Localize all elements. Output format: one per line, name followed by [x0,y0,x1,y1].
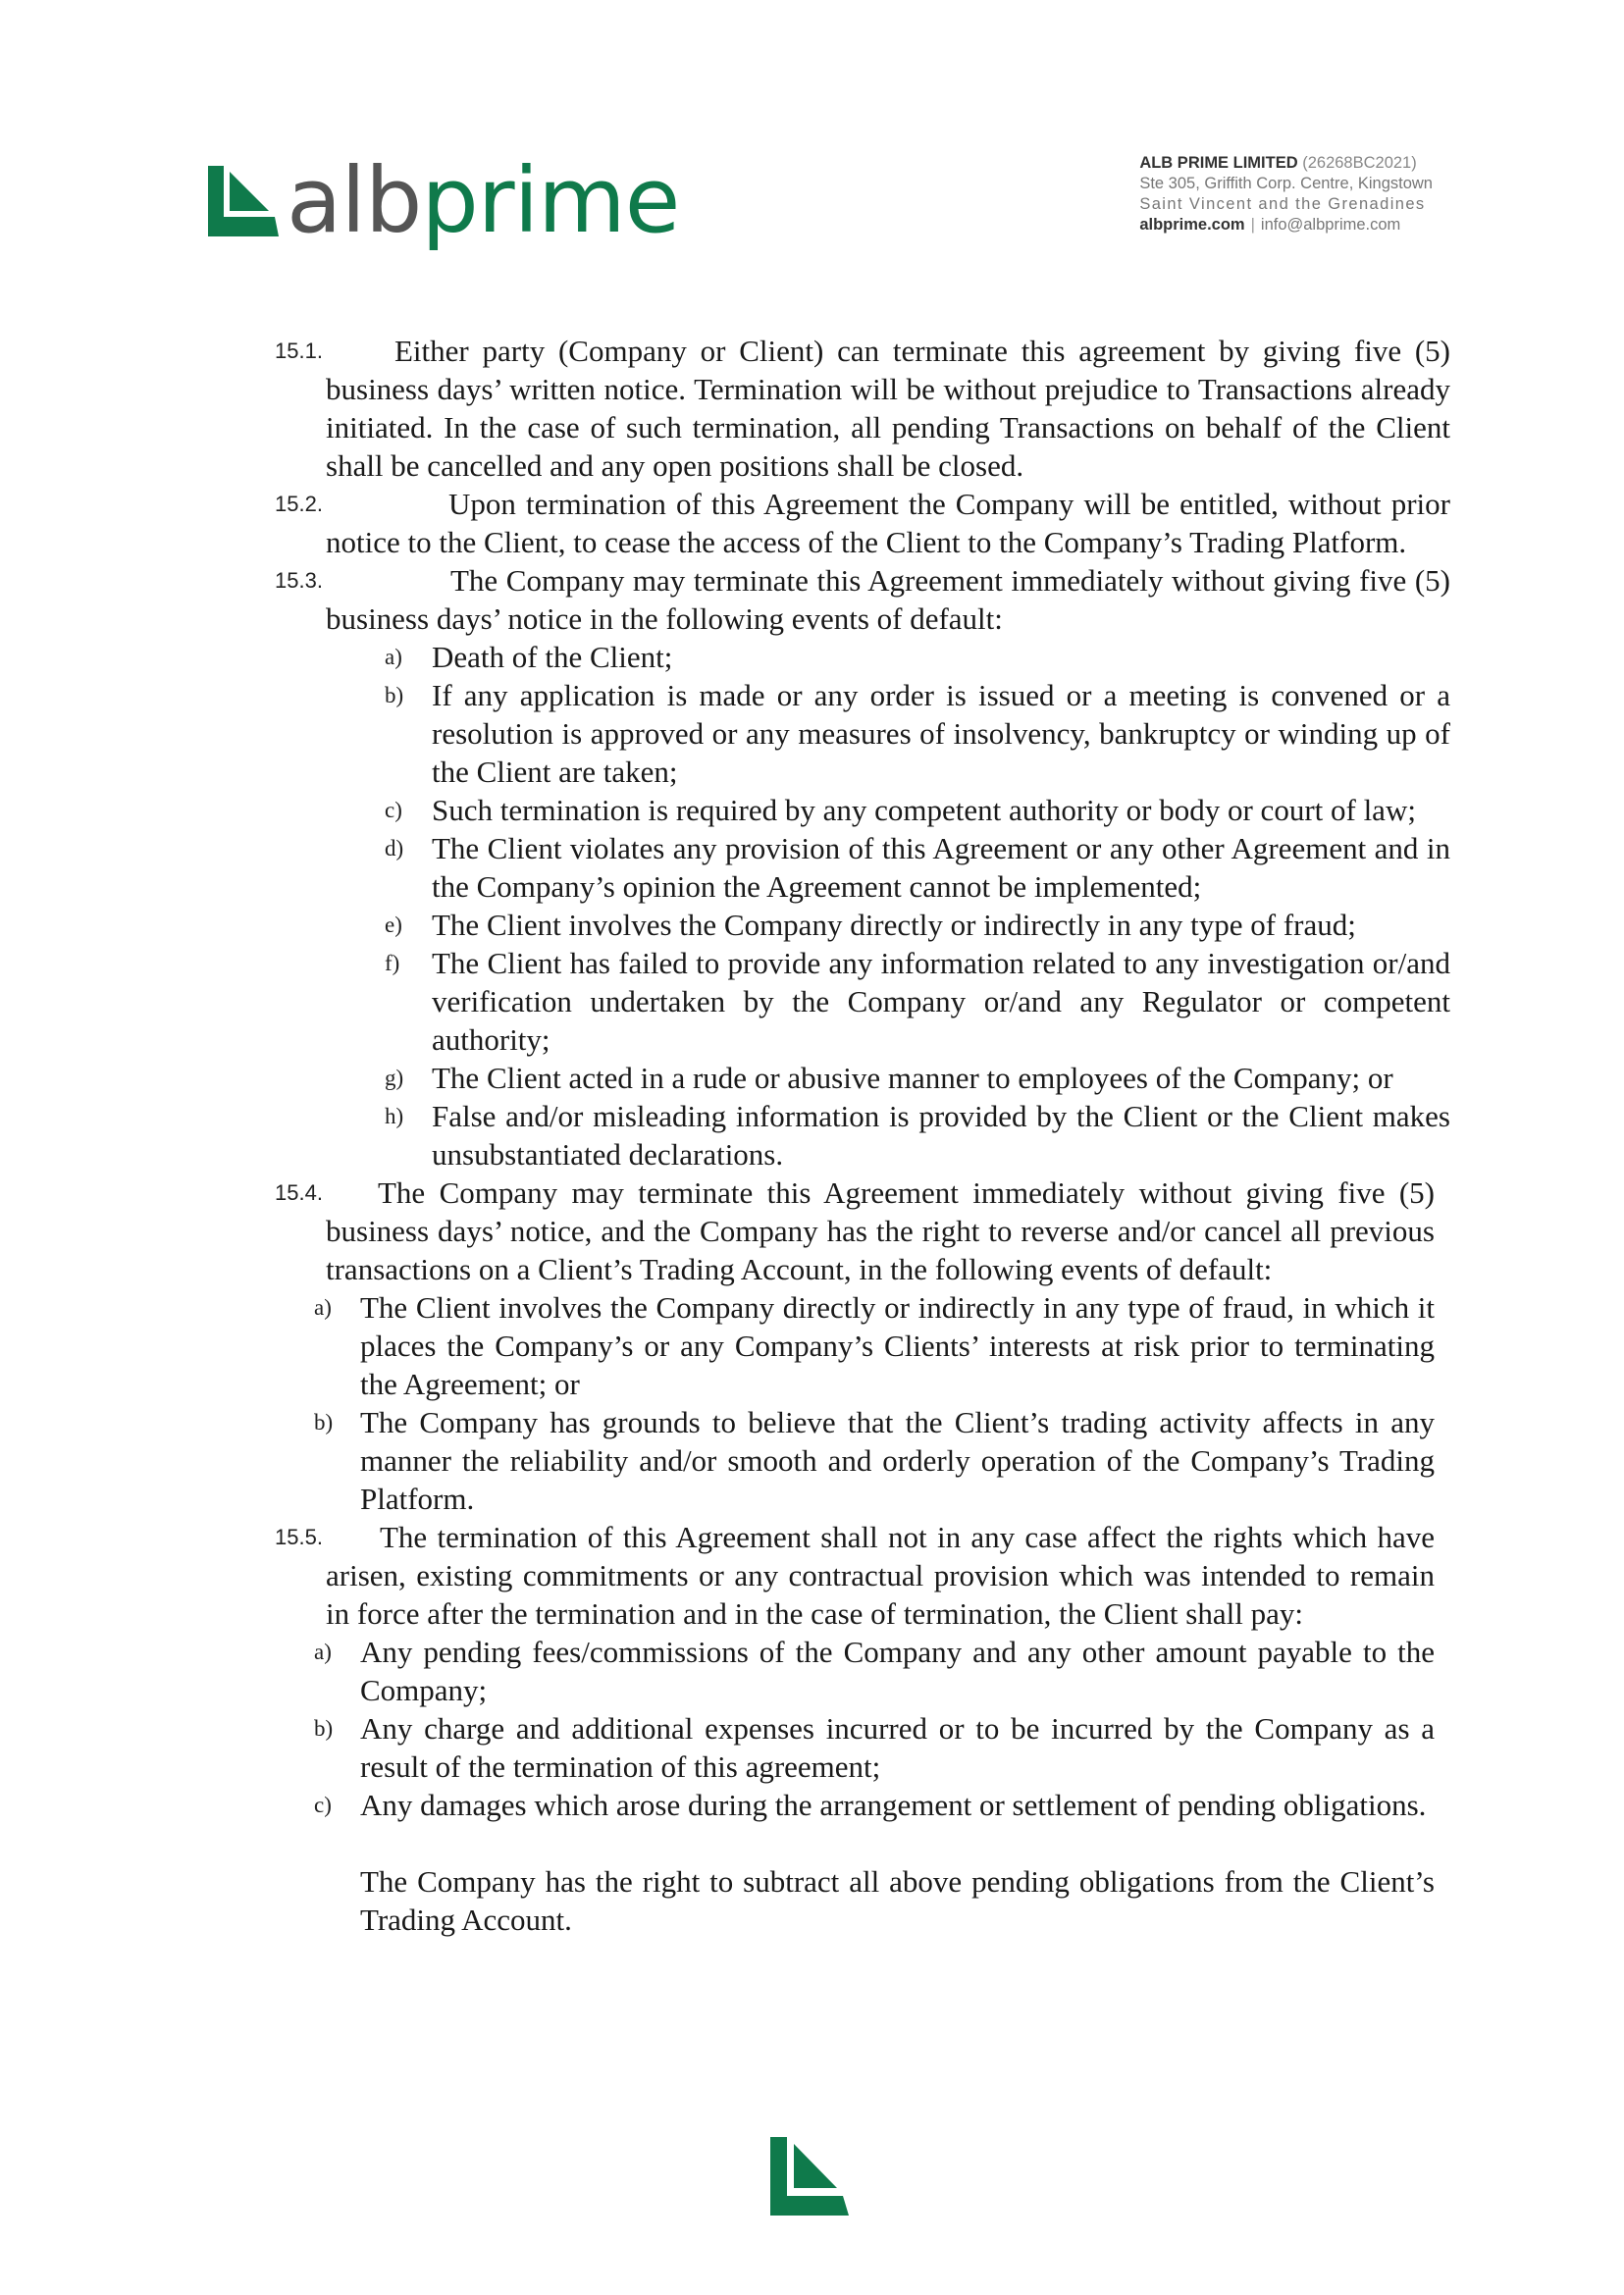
section-text-content: Either party (Company or Client) can terminate this agreement by giving five (5) business days’ written notice. Termination will be without prejudice to Transactions already initiated. In the case of such termination, all pending Transactions on behalf of the Client shall be cancelled and any open positions shall be closed. [326,334,1450,483]
section-15-3-list [275,638,1450,1174]
section-text-content: The Company may terminate this Agreement immediately without giving five (5) business days’ notice, and the Company has the right to reverse and/or cancel all previous transactions on a Client’s Trading Account, in the following events of default: [326,1175,1435,1286]
list-item-text: The Client acted in a rude or abusive manner to employees of the Company; or [432,1061,1393,1095]
list-item [275,791,1450,829]
website-link[interactable]: albprime.com [1139,216,1245,234]
list-marker: f) [385,951,400,975]
list-marker: c) [314,1793,332,1817]
list-item [275,638,1450,676]
logo-wordmark-alb: alb [287,148,422,253]
list-item-text: Such termination is required by any competent authority or body or court of law; [432,793,1416,827]
logo-wordmark [287,148,680,253]
agreement-body [275,332,1450,1969]
section-15-1 [275,332,1450,485]
list-item-text: The Client involves the Company directly or indirectly in any type of fraud, in which it places the Company’s or any Company’s Clients’ interests at risk prior to terminating the Agreement; or [360,1290,1435,1401]
section-text [326,1518,1435,1633]
section-number: 15.5. [275,1525,323,1549]
list-marker: b) [314,1716,334,1741]
section-15-4-list [275,1288,1450,1518]
closing-paragraph: The Company has the right to subtract all above pending obligations from the Client’s Trading Account. [360,1864,1435,1937]
list-marker: e) [385,913,402,937]
company-name-line [1139,153,1433,174]
list-item [275,1059,1450,1097]
list-item-text: If any application is made or any order is issued or a meeting is convened or a resolution is approved or any measures of insolvency, bankruptcy or winding up of the Client are taken; [432,678,1450,789]
list-item [275,906,1450,944]
list-item [275,1288,1435,1403]
address-line-1: Ste 305, Griffith Corp. Centre, Kingstown [1139,175,1433,192]
section-number: 15.2. [275,492,323,516]
list-marker: b) [314,1410,334,1434]
list-item-text: The Client has failed to provide any information related to any investigation or/and verification undertaken by the Company or/and any Regulator or competent authority; [432,946,1450,1057]
list-item [275,1786,1435,1824]
brand-logo [208,147,679,255]
list-marker: d) [385,836,404,861]
section-text-content: Upon termination of this Agreement the Company will be entitled, without prior notice to the Client, to cease the access of the Client to the Company’s Trading Platform. [326,487,1450,559]
company-number: (26268BC2021) [1302,154,1417,172]
section-text-content: The termination of this Agreement shall not in any case affect the rights which have arisen, existing commitments or any contractual provision which was intended to remain in force after the termination and in the case of termination, the Client shall pay: [326,1520,1435,1631]
section-text [326,1174,1435,1288]
list-item [275,676,1450,791]
logo-wordmark-prime: prime [421,148,680,253]
list-item [275,1097,1450,1174]
list-marker: h) [385,1104,404,1128]
logo-mark-icon [208,166,279,236]
company-name: ALB PRIME LIMITED [1139,154,1298,172]
list-item [275,1403,1435,1518]
section-text [326,561,1450,638]
section-15-2 [275,485,1450,561]
list-item-text: The Client involves the Company directly or indirectly in any type of fraud; [432,908,1356,942]
list-item [275,1633,1435,1709]
section-15-5 [275,1518,1435,1633]
list-marker: a) [314,1640,332,1664]
list-marker: a) [385,645,402,669]
footer-logo-icon [770,2137,849,2216]
list-item-text: Any damages which arose during the arrangement or settlement of pending obligations. [360,1788,1427,1822]
list-item-text: False and/or misleading information is provided by the Client or the Client makes unsubstantiated declarations. [432,1099,1450,1172]
list-item [275,1709,1435,1786]
section-15-4 [275,1174,1435,1288]
list-marker: g) [385,1066,404,1090]
contact-separator: | [1250,216,1255,234]
section-number: 15.4. [275,1180,323,1205]
list-item-text: Death of the Client; [432,640,673,674]
section-text [275,332,1450,485]
section-number: 15.3. [275,568,323,593]
list-item [275,944,1450,1059]
list-item-text: Any pending fees/commissions of the Company and any other amount payable to the Company; [360,1635,1435,1707]
email-link[interactable]: info@albprime.com [1260,216,1401,234]
list-item-text: Any charge and additional expenses incurred or to be incurred by the Company as a result of the termination of this agreement; [360,1711,1435,1784]
list-item-text: The Client violates any provision of this Agreement or any other Agreement and in the Company’s opinion the Agreement cannot be implemented; [432,831,1450,904]
list-marker: a) [314,1295,332,1320]
section-number: 15.1. [275,339,323,363]
company-info [1139,153,1433,235]
contact-line [1139,215,1433,235]
address-line-2: Saint Vincent and the Grenadines [1139,195,1426,213]
section-15-3 [275,561,1450,638]
list-item-text: The Company has grounds to believe that the Client’s trading activity affects in any manner the reliability and/or smooth and orderly operation of the Company’s Trading Platform. [360,1405,1435,1516]
list-item [275,829,1450,906]
section-15-5-list [275,1633,1450,1824]
section-text-content: The Company may terminate this Agreement immediately without giving five (5) business days’ notice in the following events of default: [326,563,1450,636]
list-marker: b) [385,683,404,707]
section-text [326,485,1450,561]
list-marker: c) [385,798,402,822]
